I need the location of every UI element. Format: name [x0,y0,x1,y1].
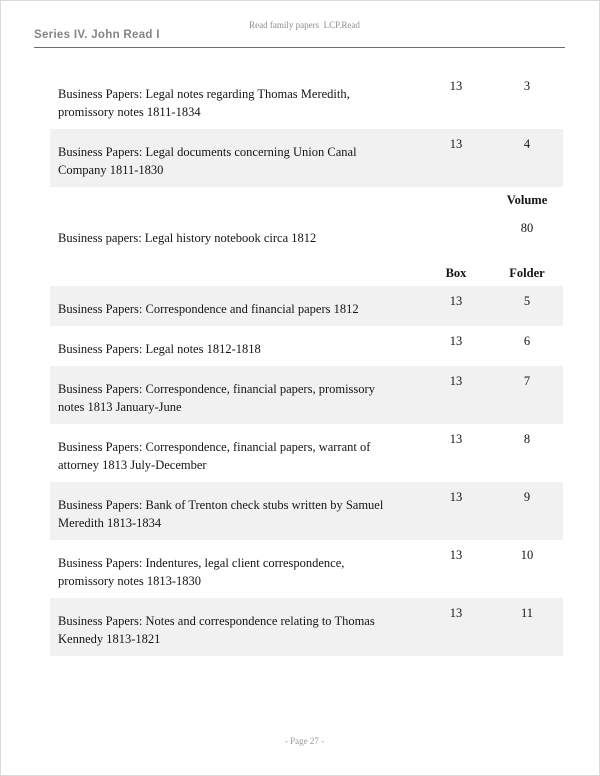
row-box-number: 13 [449,490,463,504]
row-folder-number: 7 [523,374,531,388]
row-box-number: 13 [449,137,463,151]
box-column-header: Box [445,266,467,280]
row-box-number: 13 [449,432,463,446]
document-header-title: Read family papers LCP.Read [249,20,360,30]
volume-row [50,210,563,255]
row-box-number: 13 [449,374,463,388]
table-row [50,286,563,326]
page-number: - Page 27 - [284,736,325,746]
row-description: Business Papers: Legal notes regarding Thomas Meredith, promissory notes 1811-1834 [58,87,350,119]
row-description: Business Papers: Correspondence, financial papers, warrant of attorney 1813 July-December [58,440,371,472]
row-folder-number: 8 [523,432,531,446]
table-row [50,482,563,540]
row-description: Business Papers: Bank of Trenton check stubs written by Samuel Meredith 1813-1834 [58,498,384,530]
row-folder-number: 10 [520,548,534,562]
spacer-cell [50,265,421,281]
contents-table [50,71,563,656]
table-row [50,366,563,424]
spacer-cell [421,192,491,208]
spacer-cell [50,192,421,208]
row-box-number: 13 [449,548,463,562]
volume-header-row [50,187,563,210]
row-box-number: 13 [449,294,463,308]
row-description: Business Papers: Correspondence, financial papers, promissory notes 1813 January-June [58,382,375,414]
row-folder-number: 4 [523,137,531,151]
series-heading-block [34,29,565,48]
row-box-number: 13 [449,334,463,348]
table-row [50,598,563,656]
row-description: Business Papers: Legal notes 1812-1818 [58,342,261,356]
volume-column-header: Volume [506,193,548,207]
column-header-row [50,255,563,286]
row-description: Business Papers: Legal documents concerning Union Canal Company 1811-1830 [58,145,357,177]
page-footer [1,726,599,756]
row-folder-number: 3 [523,79,531,93]
spacer-cell [421,220,491,247]
row-folder-number: 9 [523,490,531,504]
table-row [50,71,563,129]
row-folder-number: 5 [523,294,531,308]
row-folder-number: 11 [520,606,534,620]
row-folder-number: 6 [523,334,531,348]
row-description: Business Papers: Indentures, legal client correspondence, promissory notes 1813-1830 [58,556,345,588]
series-heading: Series IV. John Read I [34,29,160,41]
table-row [50,540,563,598]
table-row [50,129,563,187]
folder-column-header: Folder [509,266,545,280]
row-description: Business Papers: Correspondence and financial papers 1812 [58,302,359,316]
table-row [50,424,563,482]
row-box-number: 13 [449,79,463,93]
row-description: Business Papers: Notes and correspondence relating to Thomas Kennedy 1813-1821 [58,614,375,646]
row-description: Business papers: Legal history notebook circa 1812 [58,231,317,245]
row-volume-number: 80 [520,221,534,235]
table-row [50,326,563,366]
row-box-number: 13 [449,606,463,620]
